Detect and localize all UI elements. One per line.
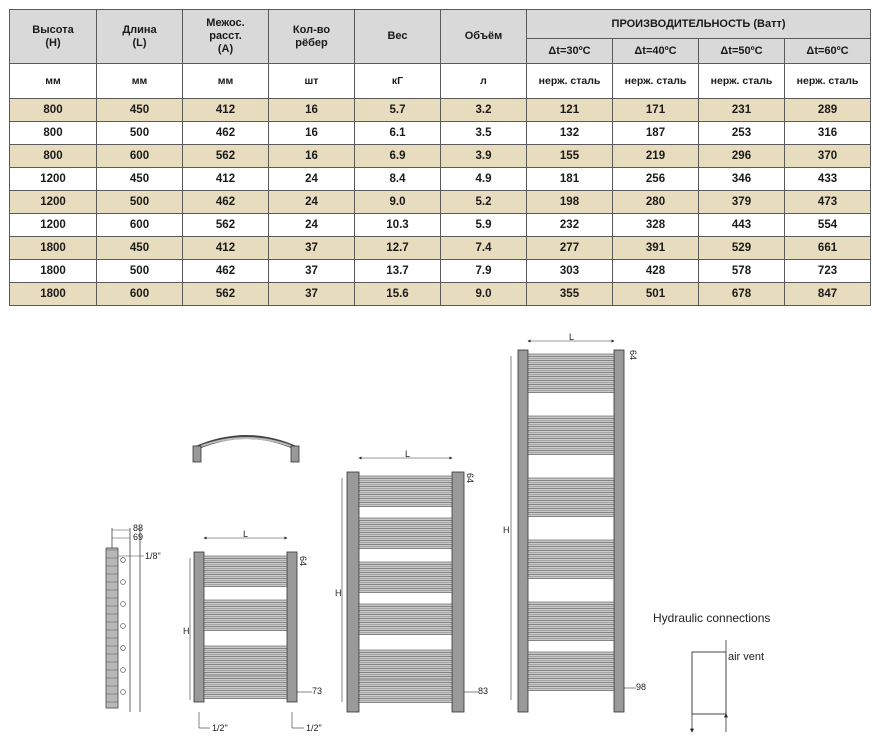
radiator-rung bbox=[204, 564, 287, 567]
table-cell: 450 bbox=[97, 99, 183, 122]
table-row bbox=[10, 99, 871, 122]
radiator-rung bbox=[528, 486, 614, 489]
table-cell: 500 bbox=[97, 260, 183, 283]
radiator-rung bbox=[359, 578, 452, 581]
units-row bbox=[10, 64, 871, 99]
table-cell: 578 bbox=[699, 260, 785, 283]
table-cell: 473 bbox=[785, 191, 871, 214]
radiator-rung bbox=[528, 432, 614, 435]
radiator-rung bbox=[359, 522, 452, 525]
table-cell: 800 bbox=[10, 99, 97, 122]
radiator-rung bbox=[204, 680, 287, 683]
radiator-rung bbox=[528, 684, 614, 687]
radiator-rung bbox=[359, 566, 452, 569]
table-cell: 443 bbox=[699, 214, 785, 237]
radiator-rung bbox=[359, 546, 452, 549]
radiator-rung bbox=[359, 650, 452, 653]
radiator-rung bbox=[528, 606, 614, 609]
table-cell: 428 bbox=[613, 260, 699, 283]
radiator-medium-rungs bbox=[359, 476, 452, 703]
table-cell: 37 bbox=[269, 237, 355, 260]
table-cell: 7.9 bbox=[441, 260, 527, 283]
radiator-rung bbox=[528, 420, 614, 423]
table-cell: 355 bbox=[527, 283, 613, 306]
table-cell: 277 bbox=[527, 237, 613, 260]
radiator-rung bbox=[528, 424, 614, 427]
table-row bbox=[10, 237, 871, 260]
radiator-rung bbox=[528, 478, 614, 481]
radiator-rung bbox=[359, 562, 452, 565]
radiator-rung bbox=[359, 670, 452, 673]
table-cell: 37 bbox=[269, 260, 355, 283]
table-cell: 800 bbox=[10, 145, 97, 168]
radiator-rung bbox=[359, 688, 452, 691]
table-cell: 1200 bbox=[10, 168, 97, 191]
radiator-rung bbox=[359, 590, 452, 593]
radiator-rung bbox=[204, 612, 287, 615]
radiator-rung bbox=[528, 382, 614, 385]
radiator-rung bbox=[528, 540, 614, 543]
radiator-rung bbox=[528, 622, 614, 625]
table-cell: 450 bbox=[97, 237, 183, 260]
hydraulic-title: Hydraulic connections bbox=[653, 611, 771, 625]
table-cell: 219 bbox=[613, 145, 699, 168]
radiator-large-rungs bbox=[528, 354, 614, 691]
radiator-rung bbox=[528, 386, 614, 389]
header-weight: Вес bbox=[355, 10, 441, 64]
table-cell: 256 bbox=[613, 168, 699, 191]
radiator-rung bbox=[359, 530, 452, 533]
radiator-rung bbox=[359, 674, 452, 677]
medium-length-label: L bbox=[405, 449, 411, 459]
radiator-rung bbox=[528, 362, 614, 365]
table-cell: 8.4 bbox=[355, 168, 441, 191]
large-length-label: L bbox=[569, 332, 575, 342]
unit-cell: шт bbox=[269, 64, 355, 99]
radiator-rung bbox=[359, 692, 452, 695]
header-dt30: Δt=30ºC bbox=[527, 39, 613, 64]
radiator-rung bbox=[528, 510, 614, 513]
table-cell: 462 bbox=[183, 191, 269, 214]
large-top-offset: 64 bbox=[628, 350, 638, 361]
small-length-label: L bbox=[243, 529, 249, 539]
table-cell: 3.5 bbox=[441, 122, 527, 145]
table-cell: 562 bbox=[183, 145, 269, 168]
side-view bbox=[106, 523, 161, 712]
table-cell: 296 bbox=[699, 145, 785, 168]
medium-bottom-offset: 83 bbox=[478, 686, 489, 696]
table-cell: 554 bbox=[785, 214, 871, 237]
radiator-rung bbox=[528, 548, 614, 551]
table-cell: 24 bbox=[269, 168, 355, 191]
unit-cell: мм bbox=[10, 64, 97, 99]
radiator-rung bbox=[359, 608, 452, 611]
large-bottom-offset: 98 bbox=[636, 682, 647, 692]
table-row bbox=[10, 122, 871, 145]
table-row bbox=[10, 145, 871, 168]
radiator-drawings bbox=[0, 320, 888, 749]
radiator-rung bbox=[528, 378, 614, 381]
radiator-rung bbox=[204, 676, 287, 679]
radiator-rung bbox=[359, 632, 452, 635]
table-cell: 462 bbox=[183, 122, 269, 145]
table-cell: 9.0 bbox=[355, 191, 441, 214]
radiator-rung bbox=[204, 696, 287, 699]
radiator-rung bbox=[204, 670, 287, 673]
radiator-rung bbox=[359, 604, 452, 607]
unit-cell: мм bbox=[183, 64, 269, 99]
unit-cell: мм bbox=[97, 64, 183, 99]
small-left-pipe: 1/2" bbox=[212, 723, 228, 733]
radiator-rung bbox=[528, 416, 614, 419]
table-body bbox=[10, 99, 871, 306]
table-cell: 847 bbox=[785, 283, 871, 306]
table-cell: 13.7 bbox=[355, 260, 441, 283]
table-cell: 1800 bbox=[10, 260, 97, 283]
header-dt40: Δt=40ºC bbox=[613, 39, 699, 64]
table-row bbox=[10, 283, 871, 306]
radiator-rung bbox=[204, 576, 287, 579]
radiator-rung bbox=[359, 538, 452, 541]
table-cell: 181 bbox=[527, 168, 613, 191]
unit-cell: нерж. сталь bbox=[699, 64, 785, 99]
table-cell: 391 bbox=[613, 237, 699, 260]
radiator-rung bbox=[204, 604, 287, 607]
radiator-small-rungs bbox=[204, 556, 287, 699]
radiator-rung bbox=[528, 374, 614, 377]
radiator-rung bbox=[359, 496, 452, 499]
radiator-rung bbox=[528, 664, 614, 667]
radiator-rung bbox=[528, 618, 614, 621]
radiator-rung bbox=[528, 436, 614, 439]
radiator-rung bbox=[528, 544, 614, 547]
radiator-rung bbox=[204, 568, 287, 571]
table-cell: 12.7 bbox=[355, 237, 441, 260]
radiator-rung bbox=[359, 488, 452, 491]
table-cell: 16 bbox=[269, 122, 355, 145]
radiator-rung bbox=[359, 582, 452, 585]
radiator-rung bbox=[359, 534, 452, 537]
radiator-rung bbox=[528, 502, 614, 505]
table-cell: 187 bbox=[613, 122, 699, 145]
radiator-small bbox=[183, 529, 322, 733]
radiator-rung bbox=[528, 494, 614, 497]
radiator-large bbox=[503, 332, 646, 712]
medium-height-label: H bbox=[335, 588, 342, 598]
radiator-rung bbox=[359, 476, 452, 479]
unit-cell: кГ bbox=[355, 64, 441, 99]
radiator-rung bbox=[528, 440, 614, 443]
header-height: Высота (H) bbox=[10, 10, 97, 64]
table-row bbox=[10, 260, 871, 283]
table-cell: 253 bbox=[699, 122, 785, 145]
small-bottom-offset: 73 bbox=[312, 686, 323, 696]
radiator-rung bbox=[204, 572, 287, 575]
radiator-rung bbox=[204, 580, 287, 583]
radiator-rung bbox=[359, 526, 452, 529]
radiator-rung bbox=[528, 672, 614, 675]
table-cell: 289 bbox=[785, 99, 871, 122]
medium-top-offset: 64 bbox=[465, 473, 475, 484]
table-cell: 723 bbox=[785, 260, 871, 283]
radiator-rung bbox=[528, 448, 614, 451]
radiator-rung bbox=[528, 452, 614, 455]
table-cell: 562 bbox=[183, 283, 269, 306]
radiator-rung bbox=[204, 624, 287, 627]
table-cell: 1800 bbox=[10, 237, 97, 260]
radiator-rung bbox=[359, 616, 452, 619]
radiator-rung bbox=[359, 696, 452, 699]
table-cell: 600 bbox=[97, 283, 183, 306]
table-cell: 600 bbox=[97, 214, 183, 237]
table-cell: 10.3 bbox=[355, 214, 441, 237]
radiator-rung bbox=[528, 552, 614, 555]
table-cell: 379 bbox=[699, 191, 785, 214]
radiator-rung bbox=[359, 620, 452, 623]
unit-cell: л bbox=[441, 64, 527, 99]
specs-table bbox=[9, 9, 871, 306]
radiator-rung bbox=[528, 576, 614, 579]
radiator-rung bbox=[204, 692, 287, 695]
radiator-rung bbox=[528, 428, 614, 431]
radiator-rung bbox=[528, 560, 614, 563]
radiator-rung bbox=[359, 480, 452, 483]
radiator-rung bbox=[528, 630, 614, 633]
table-cell: 1800 bbox=[10, 283, 97, 306]
radiator-rung bbox=[359, 700, 452, 703]
table-cell: 37 bbox=[269, 283, 355, 306]
radiator-rung bbox=[204, 608, 287, 611]
radiator-rung bbox=[528, 556, 614, 559]
table-cell: 678 bbox=[699, 283, 785, 306]
radiator-rung bbox=[204, 646, 287, 649]
table-cell: 412 bbox=[183, 99, 269, 122]
unit-cell: нерж. сталь bbox=[785, 64, 871, 99]
table-cell: 450 bbox=[97, 168, 183, 191]
radiator-rung bbox=[528, 482, 614, 485]
side-dim-thread: 1/8" bbox=[145, 551, 161, 561]
radiator-rung bbox=[528, 366, 614, 369]
radiator-rung bbox=[528, 490, 614, 493]
radiator-rung bbox=[204, 628, 287, 631]
radiator-rung bbox=[359, 624, 452, 627]
radiator-rung bbox=[204, 658, 287, 661]
air-vent-label: air vent bbox=[728, 651, 765, 663]
radiator-rung bbox=[528, 688, 614, 691]
table-cell: 661 bbox=[785, 237, 871, 260]
radiator-rung bbox=[528, 626, 614, 629]
table-cell: 1200 bbox=[10, 214, 97, 237]
header-volume: Объём bbox=[441, 10, 527, 64]
table-cell: 5.2 bbox=[441, 191, 527, 214]
table-row bbox=[10, 168, 871, 191]
radiator-rung bbox=[204, 556, 287, 559]
table-cell: 529 bbox=[699, 237, 785, 260]
radiator-rung bbox=[528, 354, 614, 357]
table-cell: 5.7 bbox=[355, 99, 441, 122]
table-cell: 198 bbox=[527, 191, 613, 214]
small-right-pipe: 1/2" bbox=[306, 723, 322, 733]
radiator-rung bbox=[204, 616, 287, 619]
radiator-rung bbox=[528, 676, 614, 679]
table-cell: 121 bbox=[527, 99, 613, 122]
radiator-rung bbox=[359, 662, 452, 665]
radiator-rung bbox=[204, 620, 287, 623]
radiator-rung bbox=[359, 684, 452, 687]
header-length: Длина (L) bbox=[97, 10, 183, 64]
small-top-offset: 64 bbox=[298, 556, 308, 567]
radiator-rung bbox=[528, 634, 614, 637]
radiator-rung bbox=[528, 610, 614, 613]
table-cell: 16 bbox=[269, 145, 355, 168]
table-cell: 500 bbox=[97, 191, 183, 214]
table-cell: 155 bbox=[527, 145, 613, 168]
radiator-rung bbox=[528, 660, 614, 663]
header-spacing: Межос. расст. (A) bbox=[183, 10, 269, 64]
radiator-rung bbox=[204, 650, 287, 653]
radiator-rung bbox=[204, 666, 287, 669]
header-dt50: Δt=50ºC bbox=[699, 39, 785, 64]
table-cell: 462 bbox=[183, 260, 269, 283]
small-height-label: H bbox=[183, 626, 190, 636]
radiator-rung bbox=[359, 666, 452, 669]
radiator-rung bbox=[528, 602, 614, 605]
table-cell: 24 bbox=[269, 214, 355, 237]
radiator-rung bbox=[528, 358, 614, 361]
radiator-rung bbox=[204, 662, 287, 665]
radiator-rung bbox=[528, 498, 614, 501]
table-cell: 562 bbox=[183, 214, 269, 237]
table-row bbox=[10, 214, 871, 237]
table-cell: 800 bbox=[10, 122, 97, 145]
radiator-rung bbox=[359, 680, 452, 683]
radiator-rung bbox=[204, 600, 287, 603]
radiator-rung bbox=[528, 638, 614, 641]
radiator-rung bbox=[204, 560, 287, 563]
table-cell: 9.0 bbox=[441, 283, 527, 306]
header-performance: ПРОИЗВОДИТЕЛЬНОСТЬ (Ватт) bbox=[527, 10, 871, 39]
hydraulic-connections bbox=[653, 611, 770, 732]
table-cell: 346 bbox=[699, 168, 785, 191]
unit-cell: нерж. сталь bbox=[527, 64, 613, 99]
table-row bbox=[10, 191, 871, 214]
table-cell: 24 bbox=[269, 191, 355, 214]
table-cell: 412 bbox=[183, 237, 269, 260]
header-dt60: Δt=60ºC bbox=[785, 39, 871, 64]
radiator-rung bbox=[528, 564, 614, 567]
unit-cell: нерж. сталь bbox=[613, 64, 699, 99]
table-cell: 1200 bbox=[10, 191, 97, 214]
table-cell: 501 bbox=[613, 283, 699, 306]
table-cell: 500 bbox=[97, 122, 183, 145]
radiator-rung bbox=[204, 684, 287, 687]
radiator-rung bbox=[204, 654, 287, 657]
radiator-rung bbox=[359, 574, 452, 577]
table-cell: 6.9 bbox=[355, 145, 441, 168]
radiator-rung bbox=[359, 542, 452, 545]
table-cell: 4.9 bbox=[441, 168, 527, 191]
table-cell: 171 bbox=[613, 99, 699, 122]
table-cell: 600 bbox=[97, 145, 183, 168]
side-dim-69: 69 bbox=[133, 532, 144, 542]
radiator-rung bbox=[359, 518, 452, 521]
table-cell: 280 bbox=[613, 191, 699, 214]
radiator-rung bbox=[359, 612, 452, 615]
table-cell: 16 bbox=[269, 99, 355, 122]
table-cell: 412 bbox=[183, 168, 269, 191]
table-cell: 231 bbox=[699, 99, 785, 122]
table-cell: 5.9 bbox=[441, 214, 527, 237]
radiator-rung bbox=[359, 504, 452, 507]
table-cell: 7.4 bbox=[441, 237, 527, 260]
radiator-rung bbox=[528, 390, 614, 393]
curved-profile bbox=[193, 437, 299, 462]
radiator-rung bbox=[204, 688, 287, 691]
table-cell: 15.6 bbox=[355, 283, 441, 306]
radiator-rung bbox=[528, 444, 614, 447]
table-cell: 328 bbox=[613, 214, 699, 237]
radiator-rung bbox=[528, 680, 614, 683]
table-cell: 6.1 bbox=[355, 122, 441, 145]
table-cell: 3.2 bbox=[441, 99, 527, 122]
table-cell: 370 bbox=[785, 145, 871, 168]
side-dim-88: 88 bbox=[133, 523, 144, 533]
radiator-rung bbox=[359, 570, 452, 573]
table-cell: 132 bbox=[527, 122, 613, 145]
radiator-rung bbox=[359, 654, 452, 657]
radiator-rung bbox=[528, 572, 614, 575]
large-height-label: H bbox=[503, 525, 510, 535]
table-cell: 303 bbox=[527, 260, 613, 283]
radiator-rung bbox=[528, 668, 614, 671]
radiator-rung bbox=[204, 584, 287, 587]
table-cell: 3.9 bbox=[441, 145, 527, 168]
radiator-rung bbox=[359, 658, 452, 661]
radiator-rung bbox=[528, 568, 614, 571]
radiator-medium bbox=[335, 449, 488, 712]
table-cell: 232 bbox=[527, 214, 613, 237]
table-cell: 316 bbox=[785, 122, 871, 145]
radiator-rung bbox=[359, 484, 452, 487]
radiator-rung bbox=[528, 656, 614, 659]
radiator-rung bbox=[359, 586, 452, 589]
radiator-rung bbox=[528, 506, 614, 509]
table-cell: 433 bbox=[785, 168, 871, 191]
radiator-rung bbox=[528, 514, 614, 517]
header-ribs: Кол-во рёбер bbox=[269, 10, 355, 64]
radiator-rung bbox=[359, 500, 452, 503]
radiator-rung bbox=[359, 628, 452, 631]
radiator-rung bbox=[359, 492, 452, 495]
radiator-rung bbox=[528, 652, 614, 655]
radiator-rung bbox=[528, 370, 614, 373]
radiator-rung bbox=[528, 614, 614, 617]
